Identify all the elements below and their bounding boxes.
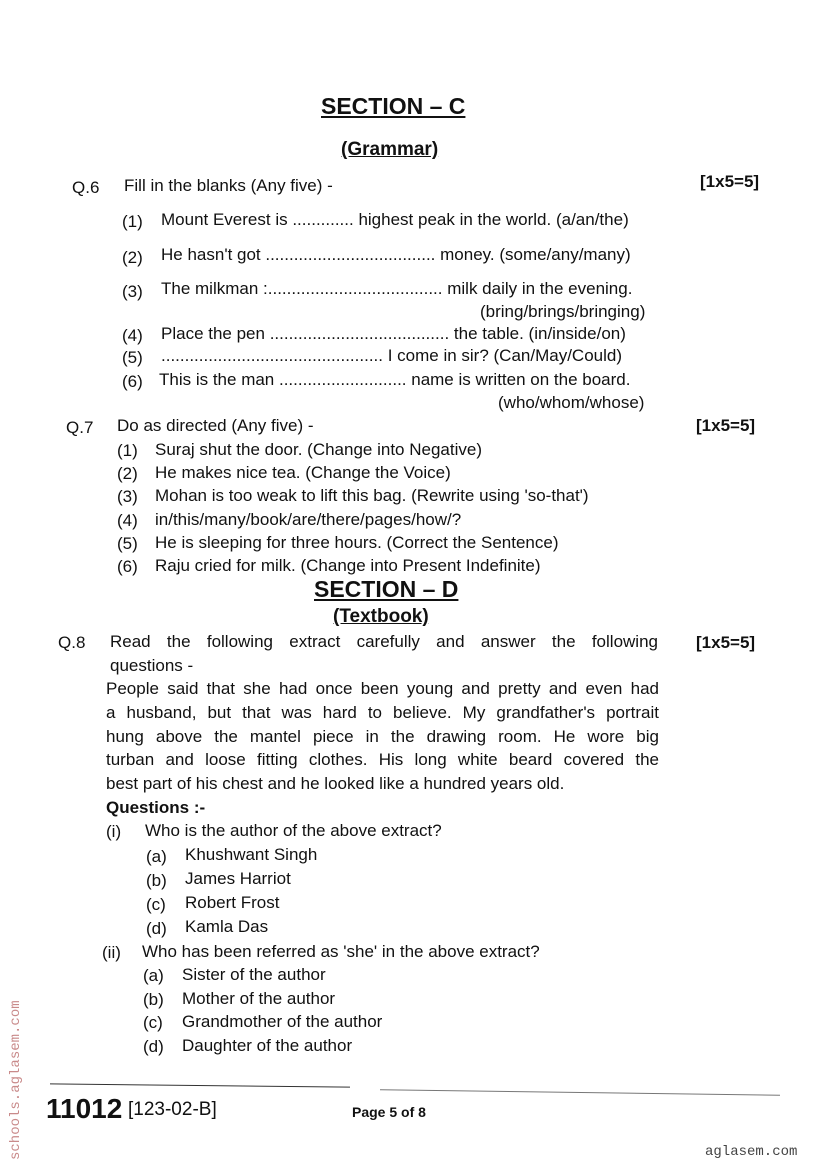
item-number: (1) (117, 441, 138, 460)
item-number: (6) (117, 557, 138, 576)
passage-line: a husband, but that was hard to believe. My grandfather's portrait (106, 703, 659, 722)
option-label: (a) (143, 966, 164, 985)
item-text: Mount Everest is ............. highest peak in the world. (a/an/the) (161, 210, 629, 229)
footer-rule (380, 1089, 780, 1096)
option-text: Mother of the author (182, 989, 336, 1008)
sub-question-number: (ii) (102, 943, 121, 962)
paper-set: [123-02-B] (128, 1099, 217, 1120)
passage-line: hung above the mantel piece in the drawing room. He wore big (106, 727, 659, 746)
sub-question-text: Who has been referred as 'she' in the above extract? (142, 942, 540, 961)
item-text: He makes nice tea. (Change the Voice) (155, 463, 451, 482)
page-number: Page 5 of 8 (352, 1104, 426, 1120)
option-label: (d) (146, 919, 167, 938)
passage-line: turban and loose fitting clothes. His long white beard covered the (106, 750, 659, 769)
item-number: (5) (117, 534, 138, 553)
item-number: (3) (117, 487, 138, 506)
section-d-subtitle: (Textbook) (333, 606, 429, 627)
item-text: Suraj shut the door. (Change into Negative) (155, 440, 482, 459)
section-c-title: SECTION – C (321, 93, 466, 119)
option-label: (b) (146, 871, 167, 890)
sub-question-text: Who is the author of the above extract? (145, 821, 442, 840)
option-text: Robert Frost (185, 893, 280, 912)
question-number: Q.8 (58, 633, 86, 652)
item-number: (4) (122, 326, 143, 345)
question-text: Do as directed (Any five) - (117, 416, 314, 435)
questions-label: Questions :- (106, 798, 206, 817)
item-text: The milkman :..................................... milk daily in the evening. (161, 279, 633, 298)
option-label: (d) (143, 1037, 164, 1056)
marks: [1x5=5] (696, 416, 756, 435)
marks: [1x5=5] (700, 172, 760, 191)
section-d-title: SECTION – D (314, 576, 459, 602)
question-text-cont: questions - (110, 656, 194, 675)
item-text: He hasn't got .................................... money. (some/any/many) (161, 245, 631, 264)
item-number: (1) (122, 212, 143, 231)
option-text: Sister of the author (182, 965, 326, 984)
paper-code: 11012 (46, 1093, 123, 1124)
item-number: (4) (117, 511, 138, 530)
option-text: Daughter of the author (182, 1036, 353, 1055)
marks: [1x5=5] (696, 633, 756, 652)
item-text: Place the pen ...................................... the table. (in/inside/on) (161, 324, 626, 343)
item-number: (2) (122, 248, 143, 267)
option-label: (a) (146, 847, 167, 866)
question-number: Q.7 (66, 418, 94, 437)
item-number: (3) (122, 282, 143, 301)
side-watermark: schools.aglasem.com (8, 1000, 24, 1160)
option-label: (c) (143, 1013, 163, 1032)
option-text: Kamla Das (185, 917, 269, 936)
option-text: James Harriot (185, 869, 291, 888)
item-number: (5) (122, 348, 143, 367)
item-text: in/this/many/book/are/there/pages/how/? (155, 510, 462, 529)
passage-line: best part of his chest and he looked like a hundred years old. (106, 774, 565, 793)
option-label: (c) (146, 895, 166, 914)
item-number: (6) (122, 372, 143, 391)
footer-rule (50, 1083, 350, 1087)
question-number: Q.6 (72, 178, 100, 197)
option-label: (b) (143, 990, 164, 1009)
item-text: Mohan is too weak to lift this bag. (Rewrite using 'so-that') (155, 486, 589, 505)
item-text: ............................................... I come in sir? (Can/May/Could) (161, 346, 623, 365)
question-text: Read the following extract carefully and answer the following (110, 632, 658, 651)
passage-line: People said that she had once been young and pretty and even had (106, 679, 659, 698)
bottom-watermark: aglasem.com (705, 1144, 798, 1160)
section-c-subtitle: (Grammar) (341, 139, 439, 160)
item-number: (2) (117, 464, 138, 483)
sub-question-number: (i) (106, 822, 122, 841)
item-options: (bring/brings/bringing) (480, 302, 646, 321)
option-text: Khushwant Singh (185, 845, 318, 864)
option-text: Grandmother of the author (182, 1012, 383, 1031)
item-text: This is the man ........................... name is written on the board. (159, 370, 631, 389)
item-options: (who/whom/whose) (498, 393, 645, 412)
question-text: Fill in the blanks (Any five) - (124, 176, 333, 195)
item-text: Raju cried for milk. (Change into Present Indefinite) (155, 556, 541, 575)
item-text: He is sleeping for three hours. (Correct the Sentence) (155, 533, 559, 552)
